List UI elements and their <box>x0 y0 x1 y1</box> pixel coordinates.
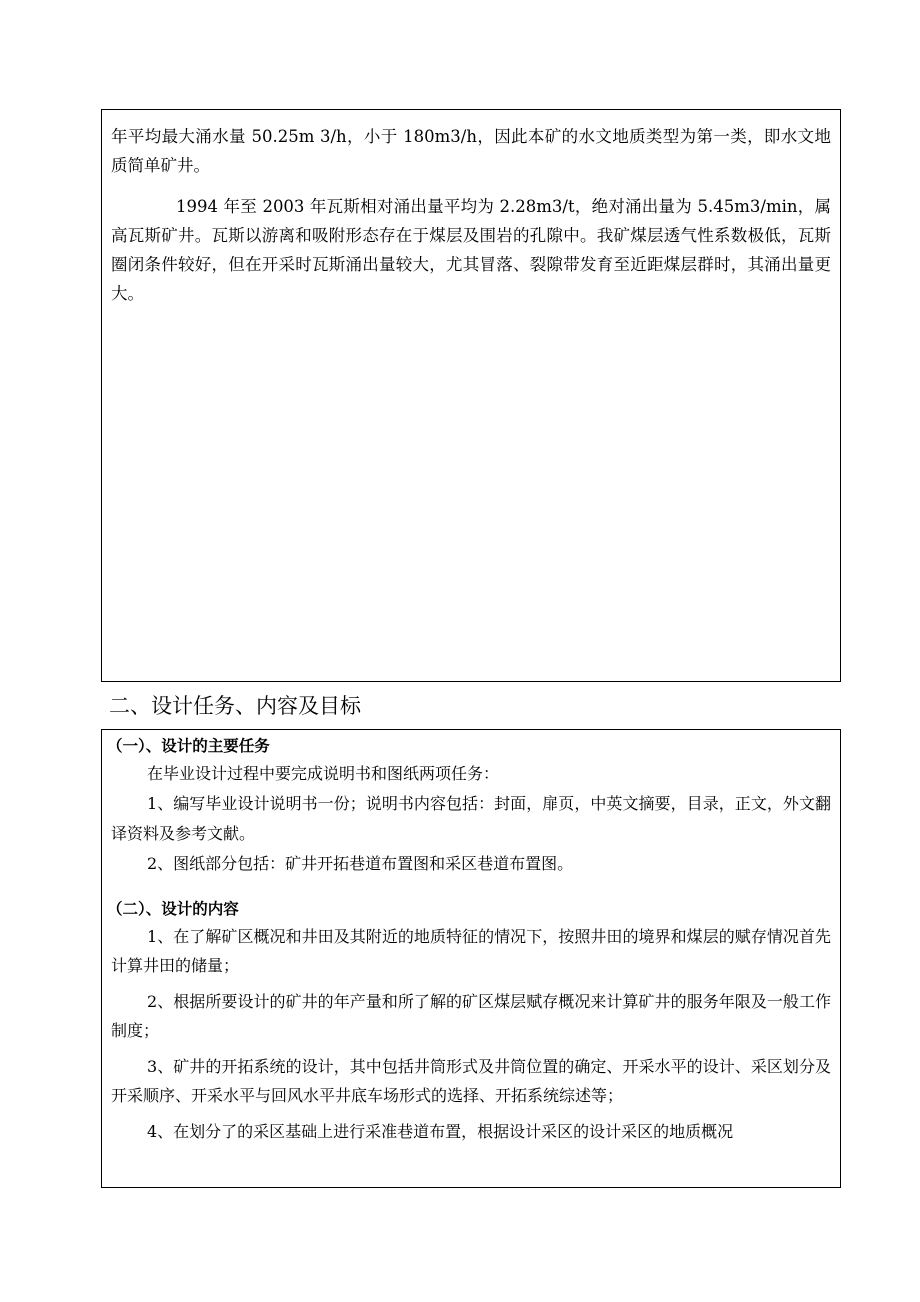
content-item-4: 4、在划分了的采区基础上进行采准巷道布置，根据设计采区的设计采区的地质概况 <box>147 1122 734 1141</box>
content-item-3: 3、矿井的开拓系统的设计，其中包括井筒形式及井筒位置的确定、开采水平的设计、采区划分及开采顺序、开采水平与回风水平井底车场形式的选择、开拓系统综述等； <box>111 1057 831 1105</box>
hydrology-paragraph: 年平均最大涌水量 50.25m 3/h，小于 180m3/h，因此本矿的水文地质类型为第一类，即水文地质简单矿井。 <box>111 127 831 175</box>
task-intro-paragraph: 在毕业设计过程中要完成说明书和图纸两项任务： <box>147 764 500 783</box>
section-title: 二、设计任务、内容及目标 <box>109 694 361 718</box>
design-content-heading: （二）、设计的内容 <box>107 900 239 918</box>
content-item-1: 1、在了解矿区概况和井田及其附近的地质特征的情况下，按照井田的境界和煤层的赋存情况首先计算井田的储量； <box>111 927 831 975</box>
hydrogeology-gas-text-box <box>101 109 841 682</box>
content-item-2: 2、根据所要设计的矿井的年产量和所了解的矿区煤层赋存概况来计算矿井的服务年限及一般工作制度； <box>111 992 831 1040</box>
task-item-1: 1、编写毕业设计说明书一份；说明书内容包括：封面，扉页，中英文摘要，目录，正文，外文翻译资料及参考文献。 <box>111 794 831 843</box>
design-task-box <box>101 729 841 1188</box>
main-task-heading: （一）、设计的主要任务 <box>107 737 270 755</box>
task-item-2: 2、图纸部分包括：矿井开拓巷道布置图和采区巷道布置图。 <box>147 854 574 873</box>
gas-paragraph: 1994 年至 2003 年瓦斯相对涌出量平均为 2.28m3/t，绝对涌出量为 5.45m3/min，属高瓦斯矿井。瓦斯以游离和吸附形态存在于煤层及围岩的孔隙中。我矿煤层透气性系数极低，瓦斯圈闭条件较好，但在开采时瓦斯涌出量较大，尤其冒落、裂隙带发育至近距煤层群时，其涌出量更大。 <box>111 197 831 303</box>
